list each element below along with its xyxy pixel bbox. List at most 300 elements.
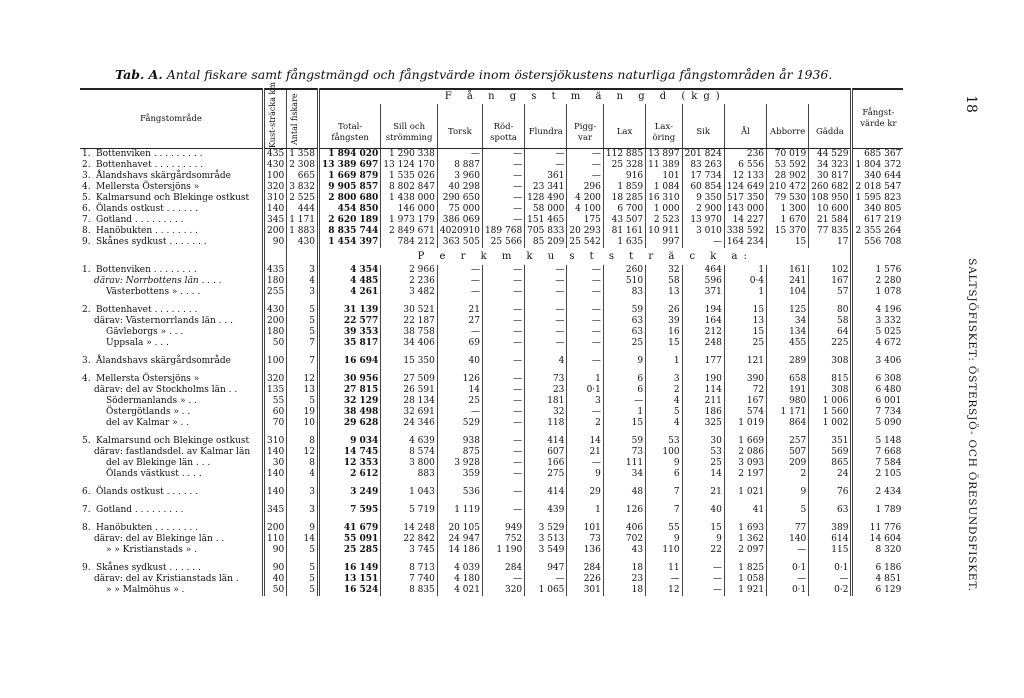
table-cell: 6 129 xyxy=(852,585,903,596)
table-cell: 510 xyxy=(603,276,645,287)
table-cell: 14 227 xyxy=(724,215,766,226)
area-name: Gävleborgs » . . . xyxy=(106,327,184,337)
table-cell: 5 xyxy=(287,574,319,585)
table-cell: 101 xyxy=(646,171,683,182)
table-cell: 212 xyxy=(682,327,724,338)
row-label xyxy=(80,436,264,447)
table-cell: 151 465 xyxy=(525,215,567,226)
table-cell: 39 353 xyxy=(318,327,380,338)
table-cell: — xyxy=(525,316,567,327)
table-cell: 685 367 xyxy=(852,149,903,161)
table-cell: 14 604 xyxy=(852,534,903,545)
table-cell: 1 019 xyxy=(724,418,766,429)
area-name: » » Kristianstads » . xyxy=(106,545,197,555)
row-number: 7. xyxy=(82,215,91,225)
table-cell: 702 xyxy=(603,534,645,545)
table-cell: 112 885 xyxy=(603,149,645,161)
table-cell: 30 xyxy=(264,458,287,469)
table-cell: 81 161 xyxy=(603,226,645,237)
table-cell: 58 000 xyxy=(525,204,567,215)
table-cell: 308 xyxy=(809,385,852,396)
table-cell: 18 xyxy=(603,563,645,574)
table-cell: 351 xyxy=(809,436,852,447)
table-cell: 38 758 xyxy=(381,327,438,338)
area-name: Mellersta Östersjöns » xyxy=(96,182,200,192)
table-cell: — xyxy=(567,287,604,298)
header-value: Fångst-värde kr xyxy=(852,89,903,149)
table-cell: 556 708 xyxy=(852,237,903,248)
table-cell: — xyxy=(482,574,524,585)
table-cell: — xyxy=(567,276,604,287)
table-cell: 60 854 xyxy=(682,182,724,193)
table-cell: — xyxy=(567,327,604,338)
table-cell: 60 xyxy=(264,407,287,418)
table-row xyxy=(80,418,903,429)
table-cell: — xyxy=(482,385,524,396)
table-cell: 8 xyxy=(287,458,319,469)
area-name: del av Blekinge län . . . xyxy=(106,458,211,468)
table-cell: 167 xyxy=(724,396,766,407)
table-row xyxy=(80,585,903,596)
table-cell: 1 043 xyxy=(381,487,438,498)
area-name: därav: Norrbottens län . . . . xyxy=(94,276,222,286)
table-cell: 6 xyxy=(603,374,645,385)
area-name: Västerbottens » . . . . xyxy=(106,287,201,297)
table-cell: 189 768 xyxy=(482,226,524,237)
row-label xyxy=(80,215,264,226)
table-cell: — xyxy=(682,563,724,574)
table-cell: 3 482 xyxy=(381,287,438,298)
table-cell: 5 025 xyxy=(852,327,903,338)
table-cell: 435 xyxy=(264,265,287,276)
table-cell: 596 xyxy=(682,276,724,287)
table-cell: 390 xyxy=(724,374,766,385)
table-cell: 308 xyxy=(809,356,852,367)
table-cell: — xyxy=(567,316,604,327)
table-cell: 340 805 xyxy=(852,204,903,215)
area-name: Bottenviken xyxy=(96,149,151,159)
table-cell: 121 xyxy=(724,356,766,367)
table-cell: 24 xyxy=(809,469,852,480)
row-label xyxy=(80,447,264,458)
table-cell: — xyxy=(567,149,604,161)
table-cell: — xyxy=(482,287,524,298)
table-cell: 2 525 xyxy=(287,193,319,204)
table-cell: 0·1 xyxy=(809,563,852,574)
table-row xyxy=(80,574,903,585)
row-label xyxy=(80,374,264,385)
table-cell: 23 xyxy=(525,385,567,396)
table-cell: 7 584 xyxy=(852,458,903,469)
table-cell: 980 xyxy=(767,396,809,407)
header-piggvar: Pigg-var xyxy=(567,104,604,149)
table-row xyxy=(80,447,903,458)
statistics-table xyxy=(80,82,903,596)
table-cell: 2 849 671 xyxy=(381,226,438,237)
table-cell: 5 148 xyxy=(852,436,903,447)
table-cell: 134 xyxy=(767,327,809,338)
table-cell: 34 xyxy=(767,316,809,327)
table-cell: 38 498 xyxy=(318,407,380,418)
table-cell: 1 635 xyxy=(603,237,645,248)
table-row xyxy=(80,523,903,534)
table-cell: 916 xyxy=(603,171,645,182)
table-cell: — xyxy=(482,171,524,182)
table-cell: 1 xyxy=(567,505,604,516)
table-cell: 27 509 xyxy=(381,374,438,385)
table-cell: 59 xyxy=(603,305,645,316)
row-label xyxy=(80,356,264,367)
table-cell: 15 xyxy=(603,418,645,429)
table-cell: 7 xyxy=(646,487,683,498)
table-cell: 1 670 xyxy=(767,215,809,226)
row-number: 5. xyxy=(82,436,91,446)
row-label xyxy=(80,469,264,480)
table-cell: 63 xyxy=(603,327,645,338)
table-cell: 41 679 xyxy=(318,523,380,534)
table-cell: 31 139 xyxy=(318,305,380,316)
area-name: Hanöbukten xyxy=(96,523,153,533)
table-cell: 24 947 xyxy=(437,534,482,545)
table-cell: 72 xyxy=(724,385,766,396)
area-name: Ölands ostkust xyxy=(96,487,164,497)
table-cell: 111 xyxy=(603,458,645,469)
leader-dots: . . . . . . xyxy=(163,204,199,214)
table-cell: 23 341 xyxy=(525,182,567,193)
table-cell: 752 xyxy=(482,534,524,545)
area-name: därav: Västernorrlands län . . . xyxy=(94,316,233,326)
row-label xyxy=(80,149,264,161)
table-cell: 320 xyxy=(264,182,287,193)
header-eel: Ål xyxy=(724,104,766,149)
table-cell: 9 034 xyxy=(318,436,380,447)
table-cell: 1 535 026 xyxy=(381,171,438,182)
table-cell: 0·1 xyxy=(767,563,809,574)
table-cell: 454 850 xyxy=(318,204,380,215)
table-cell: — xyxy=(437,149,482,161)
table-cell: 136 xyxy=(567,545,604,556)
row-label xyxy=(80,385,264,396)
table-cell: 658 xyxy=(767,374,809,385)
table-cell: 260 xyxy=(603,265,645,276)
table-cell: — xyxy=(437,407,482,418)
table-cell: 1 xyxy=(724,287,766,298)
table-cell: 210 472 xyxy=(767,182,809,193)
table-cell: — xyxy=(437,265,482,276)
table-cell: 4 261 xyxy=(318,287,380,298)
table-cell: 108 950 xyxy=(809,193,852,204)
table-cell: 15 350 xyxy=(381,356,438,367)
table-cell: 41 xyxy=(724,505,766,516)
table-cell: — xyxy=(567,305,604,316)
table-cell: 9 xyxy=(567,469,604,480)
area-name: Bottenviken xyxy=(96,265,151,275)
row-number: 8. xyxy=(82,226,91,236)
table-row xyxy=(80,563,903,574)
table-cell: 167 xyxy=(809,276,852,287)
table-cell: 166 xyxy=(525,458,567,469)
table-cell: 8 835 xyxy=(381,585,438,596)
table-cell: — xyxy=(525,338,567,349)
table-cell: — xyxy=(437,276,482,287)
table-cell: 784 212 xyxy=(381,237,438,248)
table-cell: 9 905 857 xyxy=(318,182,380,193)
table-cell: — xyxy=(482,418,524,429)
table-cell: 2 xyxy=(567,418,604,429)
table-cell: — xyxy=(482,338,524,349)
table-cell: — xyxy=(809,574,852,585)
table-cell: 63 xyxy=(809,505,852,516)
table-cell: 32 129 xyxy=(318,396,380,407)
table-cell: 25 542 xyxy=(567,237,604,248)
table-cell: 3 513 xyxy=(525,534,567,545)
table-cell: 225 xyxy=(809,338,852,349)
table-cell: 284 xyxy=(482,563,524,574)
table-cell: 8 xyxy=(287,436,319,447)
table-cell: 13 897 xyxy=(646,149,683,161)
row-number: 1. xyxy=(82,265,91,275)
table-cell: 1 669 879 xyxy=(318,171,380,182)
table-cell: — xyxy=(525,160,567,171)
page-number: 18 xyxy=(962,95,979,113)
table-cell: 18 xyxy=(603,585,645,596)
table-cell: 175 xyxy=(567,215,604,226)
table-cell: 12 133 xyxy=(724,171,766,182)
table-cell: 1 006 xyxy=(809,396,852,407)
table-cell: 1 825 xyxy=(724,563,766,574)
table-cell: 6 xyxy=(646,469,683,480)
table-cell: 4 039 xyxy=(437,563,482,574)
leader-dots: . . . . . . . . xyxy=(151,305,198,315)
table-cell: 25 566 xyxy=(482,237,524,248)
table-row xyxy=(80,204,903,215)
table-cell: 3 xyxy=(287,505,319,516)
table-cell: 3 549 xyxy=(525,545,567,556)
table-cell: 389 xyxy=(809,523,852,534)
table-cell: 16 310 xyxy=(646,193,683,204)
table-cell: 63 xyxy=(603,316,645,327)
table-cell: 12 353 xyxy=(318,458,380,469)
area-name: Ålandshavs skärgårdsområde xyxy=(96,171,231,181)
area-name: Östergötlands » . . xyxy=(106,407,191,417)
table-cell: 6 001 xyxy=(852,396,903,407)
page-title xyxy=(115,67,915,82)
table-cell: 44 529 xyxy=(809,149,852,161)
table-cell: 8 887 xyxy=(437,160,482,171)
header-salmon: Lax xyxy=(603,104,645,149)
table-cell: 9 xyxy=(682,534,724,545)
table-cell: — xyxy=(525,287,567,298)
table-cell: — xyxy=(525,305,567,316)
table-cell: 21 584 xyxy=(809,215,852,226)
table-cell: 6 700 xyxy=(603,204,645,215)
area-name: Bottenhavet xyxy=(96,160,152,170)
table-cell: 7 740 xyxy=(381,574,438,585)
table-row xyxy=(80,374,903,385)
table-cell: 30 521 xyxy=(381,305,438,316)
table-cell: 43 xyxy=(603,545,645,556)
table-cell: 35 817 xyxy=(318,338,380,349)
table-cell: 21 xyxy=(437,305,482,316)
table-cell: 2 086 xyxy=(724,447,766,458)
table-cell: 226 xyxy=(567,574,604,585)
table-row xyxy=(80,316,903,327)
header-herring: Sill och strömming xyxy=(381,104,438,149)
table-cell: 3 928 xyxy=(437,458,482,469)
table-row xyxy=(80,385,903,396)
row-number: 1. xyxy=(82,149,91,159)
table-cell: 0·1 xyxy=(767,585,809,596)
table-cell: — xyxy=(767,545,809,556)
row-number: 9. xyxy=(82,563,91,573)
table-cell: 1 883 xyxy=(287,226,319,237)
table-cell: 3 xyxy=(567,396,604,407)
table-cell: 191 xyxy=(767,385,809,396)
leader-dots: . . . . . . . . xyxy=(150,265,197,275)
table-cell: 569 xyxy=(809,447,852,458)
table-cell: 76 xyxy=(809,487,852,498)
table-cell: 143 000 xyxy=(724,204,766,215)
table-row xyxy=(80,149,903,161)
table-cell: 79 530 xyxy=(767,193,809,204)
table-cell: 260 682 xyxy=(809,182,852,193)
row-number: 3. xyxy=(82,171,91,181)
table-cell: 10 600 xyxy=(809,204,852,215)
table-cell: 40 xyxy=(682,505,724,516)
table-cell: 4 xyxy=(525,356,567,367)
leader-dots: . . . . . . . . . xyxy=(150,149,203,159)
table-cell: 6 480 xyxy=(852,385,903,396)
table-cell: 11 xyxy=(646,563,683,574)
table-cell: 11 389 xyxy=(646,160,683,171)
table-cell: 23 xyxy=(603,574,645,585)
table-cell: 5 719 xyxy=(381,505,438,516)
table-cell: 7 668 xyxy=(852,447,903,458)
table-cell: 48 xyxy=(603,487,645,498)
table-row xyxy=(80,287,903,298)
table-cell: 110 xyxy=(646,545,683,556)
table-cell: — xyxy=(482,356,524,367)
table-cell: 101 xyxy=(567,523,604,534)
table-cell: 7 734 xyxy=(852,407,903,418)
table-cell: 140 xyxy=(264,204,287,215)
table-cell: 14 186 xyxy=(437,545,482,556)
table-cell: 997 xyxy=(646,237,683,248)
table-cell: 255 xyxy=(264,287,287,298)
table-cell: 18 285 xyxy=(603,193,645,204)
table-cell: — xyxy=(567,171,604,182)
table-cell: 938 xyxy=(437,436,482,447)
table-cell: — xyxy=(525,276,567,287)
table-cell: 444 xyxy=(287,204,319,215)
table-cell: 3 745 xyxy=(381,545,438,556)
table-cell: 6 556 xyxy=(724,160,766,171)
table-cell: 177 xyxy=(682,356,724,367)
table-cell: 7 xyxy=(646,505,683,516)
table-cell: 180 xyxy=(264,276,287,287)
table-cell: 12 xyxy=(287,374,319,385)
table-cell: 14 xyxy=(567,436,604,447)
table-cell: 875 xyxy=(437,447,482,458)
table-cell: 414 xyxy=(525,487,567,498)
table-cell: 40 298 xyxy=(437,182,482,193)
row-label xyxy=(80,204,264,215)
area-name: del av Kalmar » . . xyxy=(106,418,190,428)
row-label xyxy=(80,276,264,287)
table-cell: 1 xyxy=(603,407,645,418)
table-row xyxy=(80,356,903,367)
header-fishers: Antal fiskare xyxy=(287,89,319,149)
header-total: Total-fångsten xyxy=(318,104,380,149)
area-name: Skånes sydkust xyxy=(96,237,167,247)
table-cell: 200 xyxy=(264,316,287,327)
table-cell: 363 505 xyxy=(437,237,482,248)
table-row xyxy=(80,407,903,418)
table-cell: 55 xyxy=(264,396,287,407)
table-cell: 0·1 xyxy=(567,385,604,396)
table-cell: 3 406 xyxy=(852,356,903,367)
table-row xyxy=(80,338,903,349)
table-row xyxy=(80,396,903,407)
table-cell: 13 xyxy=(646,287,683,298)
table-cell: — xyxy=(525,265,567,276)
table-cell: 70 019 xyxy=(767,149,809,161)
table-cell: 10 911 xyxy=(646,226,683,237)
table-cell: 949 xyxy=(482,523,524,534)
table-cell: 53 592 xyxy=(767,160,809,171)
table-cell: 9 xyxy=(646,458,683,469)
row-label xyxy=(80,585,264,596)
table-cell: 5 xyxy=(287,327,319,338)
area-name: därav: del av Kristianstads län . xyxy=(94,574,239,584)
table-row xyxy=(80,237,903,248)
table-cell: 32 xyxy=(525,407,567,418)
header-whitefish: Sik xyxy=(682,104,724,149)
table-cell: 4 021 xyxy=(437,585,482,596)
table-cell: 73 xyxy=(603,447,645,458)
table-cell: 146 000 xyxy=(381,204,438,215)
table-cell: 5 xyxy=(287,316,319,327)
row-label xyxy=(80,327,264,338)
table-cell: 64 xyxy=(809,327,852,338)
leader-dots: . . . . . . xyxy=(166,563,201,573)
table-cell: 90 xyxy=(264,545,287,556)
table-cell: 200 xyxy=(264,523,287,534)
table-cell: 25 xyxy=(437,396,482,407)
table-cell: 34 323 xyxy=(809,160,852,171)
table-row xyxy=(80,193,903,204)
table-cell: 58 xyxy=(809,316,852,327)
table-row xyxy=(80,436,903,447)
table-cell: — xyxy=(482,182,524,193)
table-cell: 301 xyxy=(567,585,604,596)
table-cell: 435 xyxy=(264,149,287,161)
leader-dots: . . . . . . . . . xyxy=(151,160,204,170)
table-cell: 665 xyxy=(287,171,319,182)
row-label xyxy=(80,396,264,407)
table-cell: 194 xyxy=(682,305,724,316)
table-cell: 12 xyxy=(646,585,683,596)
table-cell: 186 xyxy=(682,407,724,418)
table-number: Tab. A. xyxy=(115,67,163,82)
table-cell: 1 789 xyxy=(852,505,903,516)
table-cell: 1 119 xyxy=(437,505,482,516)
table-cell: 290 650 xyxy=(437,193,482,204)
table-cell: 25 xyxy=(603,338,645,349)
table-cell: 2 900 xyxy=(682,204,724,215)
table-cell: 815 xyxy=(809,374,852,385)
table-cell: 1 300 xyxy=(767,204,809,215)
